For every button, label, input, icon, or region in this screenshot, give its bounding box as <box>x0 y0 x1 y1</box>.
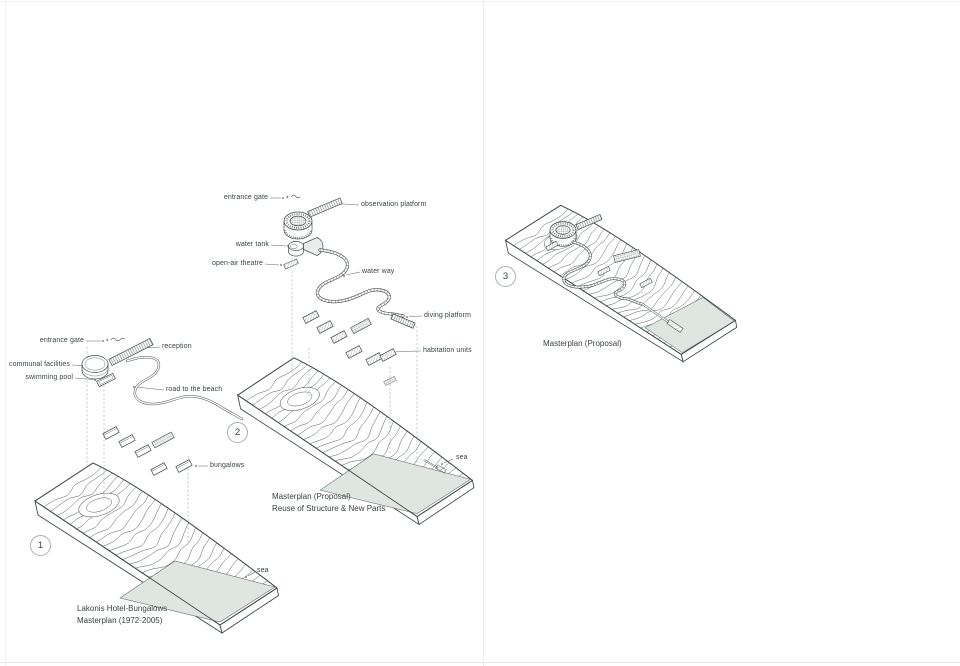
label-entrance-gate-2: entrance gate <box>223 194 268 201</box>
label-bungalows: bungalows <box>210 462 245 469</box>
label-habitation-units: habitation units <box>423 347 472 354</box>
label-observation-platform: observation platform <box>361 201 427 208</box>
label-diving-platform: diving platform <box>424 312 472 319</box>
observation-platform-ramp <box>308 198 343 217</box>
diagram1-number-badge: 1 <box>30 535 51 556</box>
observation-tower <box>284 212 312 239</box>
label-road-to-the-beach: road to the beach <box>166 386 223 393</box>
label-sea-2: sea <box>456 454 468 461</box>
water-way-channel <box>317 250 403 316</box>
entrance-gate-glyph <box>106 338 125 341</box>
water-tank-cylinder <box>289 241 304 256</box>
entrance-gate-glyph <box>286 195 300 198</box>
label-swimming-pool: swimming pool <box>25 374 73 381</box>
diagram1-caption <box>77 603 167 626</box>
open-air-theatre-strip <box>284 259 299 269</box>
caption-line: Masterplan (Proposal) <box>543 339 622 348</box>
diagram2-number-badge: 2 <box>227 422 248 443</box>
label-sea-1: sea <box>257 567 269 574</box>
bungalow-grid-strip <box>152 432 174 448</box>
label-reception: reception <box>162 343 192 350</box>
habitation-unit-boxes <box>303 311 396 366</box>
habitation-grid-strip <box>351 318 372 333</box>
diagram3-caption <box>543 338 622 350</box>
diagram2-caption <box>272 491 385 514</box>
diagram3-number-badge: 3 <box>495 266 516 287</box>
caption-line: Masterplan (1972-2005) <box>77 615 163 625</box>
bungalow-boxes <box>103 427 192 476</box>
label-open-air-theatre: open-air theatre <box>211 260 263 267</box>
label-communal-facilities: communal facilities <box>8 361 70 368</box>
label-water-way: water way <box>362 268 395 275</box>
water-way-funnel <box>304 238 324 256</box>
label-water-tank: water tank <box>235 241 269 248</box>
label-entrance-gate-1: entrance gate <box>39 337 84 344</box>
caption-line: Lakonis Hotel-Bungalows <box>77 604 168 613</box>
reception-ramp <box>109 338 153 365</box>
caption-line: Masterplan (Proposal) <box>272 492 351 501</box>
caption-line: Reuse of Structure & New Parts <box>272 503 386 513</box>
communal-facilities-building <box>82 356 108 380</box>
